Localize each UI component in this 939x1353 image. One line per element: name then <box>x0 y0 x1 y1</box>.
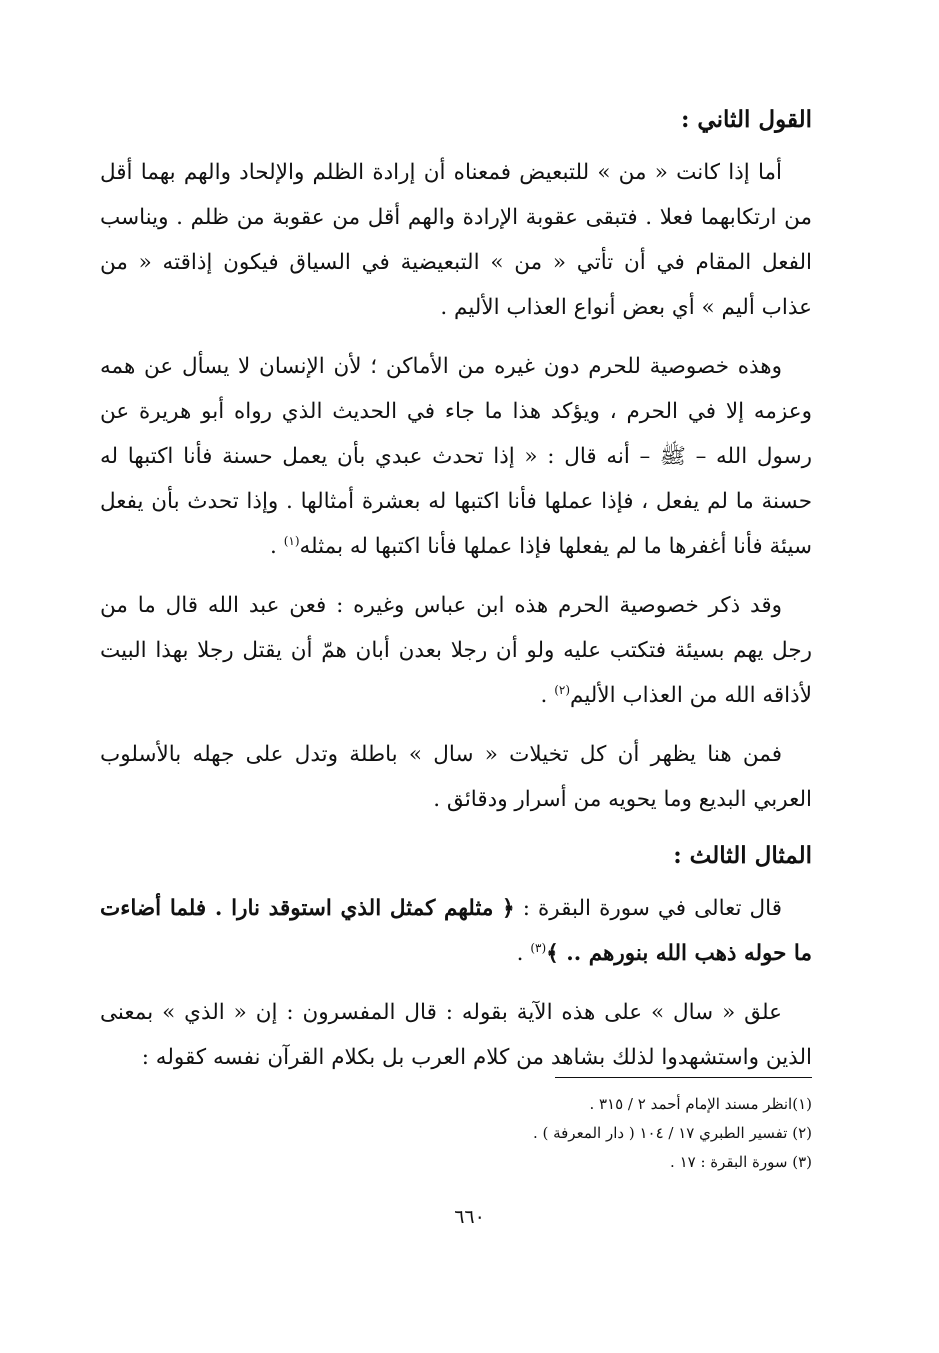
section-heading-third-example: المثال الثالث : <box>673 842 812 869</box>
paragraph-partitive-meaning: أما إذا كانت « من » للتبعيض فمعناه أن إرادة الظلم والإلحاد والهم بهما أقل من ارتكابهما فعلا . فتبقى عقوبة الإرادة والهم أقل من عقوبة من ظلم . ويناسب الفعل المقام في أن تأتي « من » التبعيضية في السياق فيكون إذاقته « من عذاب أليم » أي بعض أنواع العذاب الأليم . <box>100 160 812 320</box>
paragraph-haram-text: وهذه خصوصية للحرم دون غيره من الأماكن ؛ لأن الإنسان لا يسأل عن همه وعزمه إلا في الحرم ، ويؤكد هذا ما جاء في الحديث الذي رواه أبو هريرة عن رسول الله – ﷺ – أنه قال : « إذا تحدث عبدي بأن يعمل حسنة فأنا اكتبها له حسنة ما لم يفعل ، فإذا عملها فأنا اكتبها له بعشرة أمثالها . وإذا تحدث بأن يفعل سيئة فأنا أغفرها ما لم يفعلها فإذا عملها فأنا اكتبها له بمثله <box>100 354 812 559</box>
section-heading-second-opinion: القول الثاني : <box>680 106 812 133</box>
footnote-divider <box>555 1077 812 1078</box>
paragraph-haram-end: . <box>270 534 284 559</box>
footnote-ref-1[interactable]: (١) <box>283 533 300 548</box>
page-body <box>100 100 812 1094</box>
paragraph-ibn-abbas-end: . <box>540 683 555 708</box>
paragraph-haram-specificity <box>100 344 812 569</box>
page-number: ٦٦٠ <box>454 1206 485 1228</box>
verse-intro: قال تعالى في سورة البقرة : <box>514 896 783 921</box>
paragraph-ibn-abbas-text: وقد ذكر خصوصية الحرم هذه ابن عباس وغيره : فعن عبد الله قال ما من رجل يهم بسيئة فتكتب عليه ولو أن رجلا بعدن أبان همّ أن يقتل رجلا بهذا البيت لأذاقه الله من العذاب الأليم <box>100 593 812 708</box>
paragraph-conclusion: فمن هنا يظهر أن كل تخيلات « سال » باطلة وتدل على جهله بالأسلوب العربي البديع وما يحويه من أسرار ودقائق . <box>100 742 812 812</box>
paragraph-verse-end: . <box>516 941 531 966</box>
quran-verse: ﴿ مثلهم كمثل الذي استوقد نارا . فلما أضاءت ما حوله ذهب الله بنورهم .. ﴾ <box>100 896 812 966</box>
footnote-ref-3[interactable]: (٣) <box>530 940 547 955</box>
footnote-2: (٢) تفسير الطبري ١٧ / ١٠٤ ( دار المعرفة ) . <box>532 1124 812 1142</box>
footnote-1: (١)انظر مسند الإمام أحمد ٢ / ٣١٥ . <box>589 1095 812 1113</box>
footnotes <box>300 1090 812 1177</box>
paragraph-commentary: علق « سال » على هذه الآية بقوله : قال المفسرون : إن « الذي » بمعنى الذين واستشهدوا لذلك بشاهد من كلام العرب بل بكلام القرآن نفسه كقوله : <box>100 1000 812 1070</box>
paragraph-verse <box>100 886 812 976</box>
paragraph-ibn-abbas <box>100 583 812 718</box>
footnote-3: (٣) سورة البقرة : ١٧ . <box>670 1153 812 1171</box>
footnote-ref-2[interactable]: (٢) <box>554 682 571 697</box>
